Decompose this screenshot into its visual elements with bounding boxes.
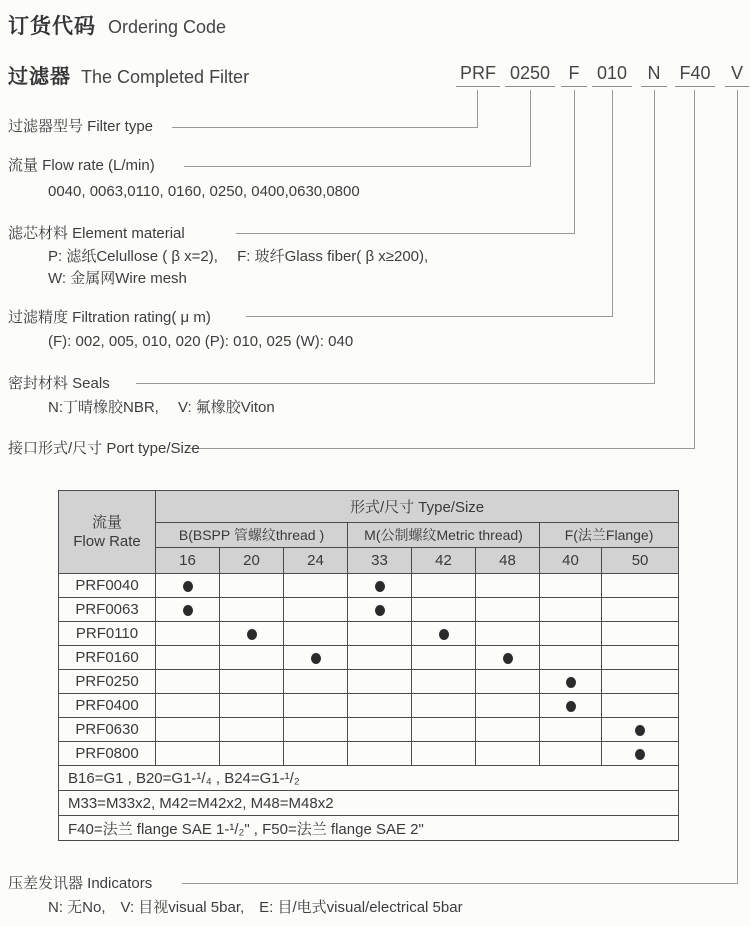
size-availability-cell [412,574,476,598]
size-availability-cell [156,742,220,766]
size-availability-cell [602,718,679,742]
size-availability-cell [156,694,220,718]
table-row [59,718,679,742]
table-size-header-50: 50 [602,548,679,574]
availability-dot-icon [635,725,645,736]
size-availability-cell [476,694,540,718]
table-group-header-flange: F(法兰Flange) [540,523,679,548]
size-availability-cell [602,742,679,766]
table-size-header-42: 42 [412,548,476,574]
size-availability-cell [156,670,220,694]
connector-vline-flow-rate [530,90,531,167]
table-corner-header-en: Flow Rate [73,533,141,550]
model-cell: PRF0800 [59,742,156,766]
table-row [59,694,679,718]
size-availability-cell [412,646,476,670]
field-label-flow-rate: 流量 Flow rate (L/min) [8,157,155,174]
size-availability-cell [220,574,284,598]
code-segment-indicator: V [725,61,749,87]
table-row [59,742,679,766]
field-detail-element-material-2: W: 金属网Wire mesh [48,270,187,287]
table-corner-header [59,491,156,574]
model-cell: PRF0110 [59,622,156,646]
field-label-filtration-rating: 过滤精度 Filtration rating( μ m) [8,309,211,326]
size-availability-cell [412,718,476,742]
connector-hline-indicator [182,883,738,884]
field-label-element-material: 滤芯材料 Element material [8,225,185,242]
availability-dot-icon [311,653,321,664]
size-availability-cell [602,694,679,718]
size-availability-cell [220,718,284,742]
size-availability-cell [348,694,412,718]
field-label-seals: 密封材料 Seals [8,375,110,392]
size-availability-cell [284,742,348,766]
size-availability-cell [284,718,348,742]
size-availability-cell [476,670,540,694]
table-row [59,574,679,598]
size-availability-cell [476,574,540,598]
code-segment-port-size: F40 [675,61,715,87]
connector-vline-seals [654,90,655,383]
availability-dot-icon [375,605,385,616]
connector-vline-filtration-rating [612,90,613,316]
model-cell: PRF0040 [59,574,156,598]
size-availability-cell [412,742,476,766]
size-availability-cell [540,622,602,646]
model-cell: PRF0630 [59,718,156,742]
size-availability-cell [476,742,540,766]
field-label-filter-type: 过滤器型号 Filter type [8,118,154,135]
size-availability-cell [156,646,220,670]
field-detail-flow-rate-options: 0040, 0063,0110, 0160, 0250, 0400,0630,0800 [48,183,360,200]
connector-hline-filter-type [172,127,478,128]
size-availability-cell [348,622,412,646]
field-detail-filtration-rating-options: (F): 002, 005, 010, 020 (P): 010, 025 (W): 040 [48,333,354,350]
table-row [59,670,679,694]
size-availability-cell [348,742,412,766]
availability-dot-icon [635,749,645,760]
model-cell: PRF0160 [59,646,156,670]
availability-dot-icon [566,677,576,688]
size-availability-cell [284,646,348,670]
size-availability-cell [602,670,679,694]
table-size-header-33: 33 [348,548,412,574]
size-availability-cell [284,598,348,622]
table-group-header-metric: M(公制螺纹Metric thread) [348,523,540,548]
model-cell: PRF0400 [59,694,156,718]
code-segment-flow-rate: 0250 [505,61,555,87]
connector-hline-filtration-rating [246,316,613,317]
flow-rate-table-body [59,574,679,766]
size-availability-cell [348,646,412,670]
table-size-header-20: 20 [220,548,284,574]
size-availability-cell [284,694,348,718]
size-availability-cell [156,598,220,622]
size-availability-cell [220,622,284,646]
table-size-header-24: 24 [284,548,348,574]
size-availability-cell [348,574,412,598]
size-availability-cell [476,646,540,670]
size-availability-cell [220,742,284,766]
size-availability-cell [540,598,602,622]
size-availability-cell [412,694,476,718]
table-footnote-flange: F40=法兰 flange SAE 1-¹/₂" , F50=法兰 flange SAE 2" [59,816,679,841]
section-heading-en: Ordering Code [108,17,227,37]
availability-dot-icon [375,581,385,592]
table-row [59,598,679,622]
field-detail-indicators-options: N: 无No, V: 目视visual 5bar, E: 目/电式visual/electrical 5bar [48,899,463,916]
availability-dot-icon [566,701,576,712]
availability-dot-icon [503,653,513,664]
model-cell: PRF0063 [59,598,156,622]
size-availability-cell [284,622,348,646]
size-availability-cell [156,574,220,598]
size-availability-cell [220,670,284,694]
table-group-header-bspp: B(BSPP 管螺纹thread ) [156,523,348,548]
availability-dot-icon [247,629,257,640]
availability-dot-icon [183,605,193,616]
size-availability-cell [220,598,284,622]
product-heading [8,60,249,89]
table-row [59,622,679,646]
connector-vline-element-material [574,90,575,234]
section-heading [8,10,226,40]
product-heading-en: The Completed Filter [81,67,250,87]
size-availability-cell [476,598,540,622]
size-availability-cell [540,574,602,598]
code-segment-filter-type: PRF [456,61,500,87]
table-size-header-40: 40 [540,548,602,574]
connector-vline-indicator [737,90,738,883]
size-availability-cell [156,718,220,742]
size-availability-cell [602,574,679,598]
size-availability-cell [348,718,412,742]
table-size-header-48: 48 [476,548,540,574]
table-footnote-metric: M33=M33x2, M42=M42x2, M48=M48x2 [59,791,679,816]
size-availability-cell [284,574,348,598]
size-availability-cell [602,598,679,622]
size-availability-cell [540,694,602,718]
code-segment-seals: N [641,61,667,87]
size-availability-cell [220,694,284,718]
table-row [59,646,679,670]
table-header-type-size: 形式/尺寸 Type/Size [156,491,679,523]
flow-rate-size-table [58,490,679,841]
size-availability-cell [412,598,476,622]
size-availability-cell [284,670,348,694]
connector-vline-filter-type [477,90,478,127]
size-availability-cell [476,718,540,742]
table-footnote-bspp: B16=G1 , B20=G1-¹/₄ , B24=G1-¹/₂ [59,766,679,791]
model-cell: PRF0250 [59,670,156,694]
code-segment-element-material: F [561,61,587,87]
field-label-port-size: 接口形式/尺寸 Port type/Size [8,440,200,457]
availability-dot-icon [183,581,193,592]
size-availability-cell [412,622,476,646]
connector-hline-seals [136,383,655,384]
size-availability-cell [540,742,602,766]
field-label-indicators: 压差发讯器 Indicators [8,875,153,892]
connector-hline-port-size [190,448,695,449]
size-availability-cell [602,646,679,670]
connector-hline-element-material [236,233,575,234]
size-availability-cell [540,646,602,670]
size-availability-cell [220,646,284,670]
field-detail-seals-options: N:丁晴橡胶NBR, V: 氟橡胶Viton [48,399,275,416]
product-heading-zh: 过滤器 [8,66,71,88]
size-availability-cell [602,622,679,646]
connector-hline-flow-rate [184,166,531,167]
section-heading-zh: 订货代码 [8,15,96,38]
field-detail-element-material-1: P: 滤纸Celullose ( β x=2), F: 玻纤Glass fiber( β x≥200), [48,248,429,265]
availability-dot-icon [439,629,449,640]
size-availability-cell [412,670,476,694]
table-corner-header-zh: 流量 [91,514,122,531]
code-segment-filtration-rating: 010 [592,61,632,87]
size-availability-cell [540,718,602,742]
size-availability-cell [156,622,220,646]
size-availability-cell [476,622,540,646]
size-availability-cell [348,670,412,694]
connector-vline-port-size [694,90,695,448]
table-size-header-16: 16 [156,548,220,574]
size-availability-cell [540,670,602,694]
size-availability-cell [348,598,412,622]
